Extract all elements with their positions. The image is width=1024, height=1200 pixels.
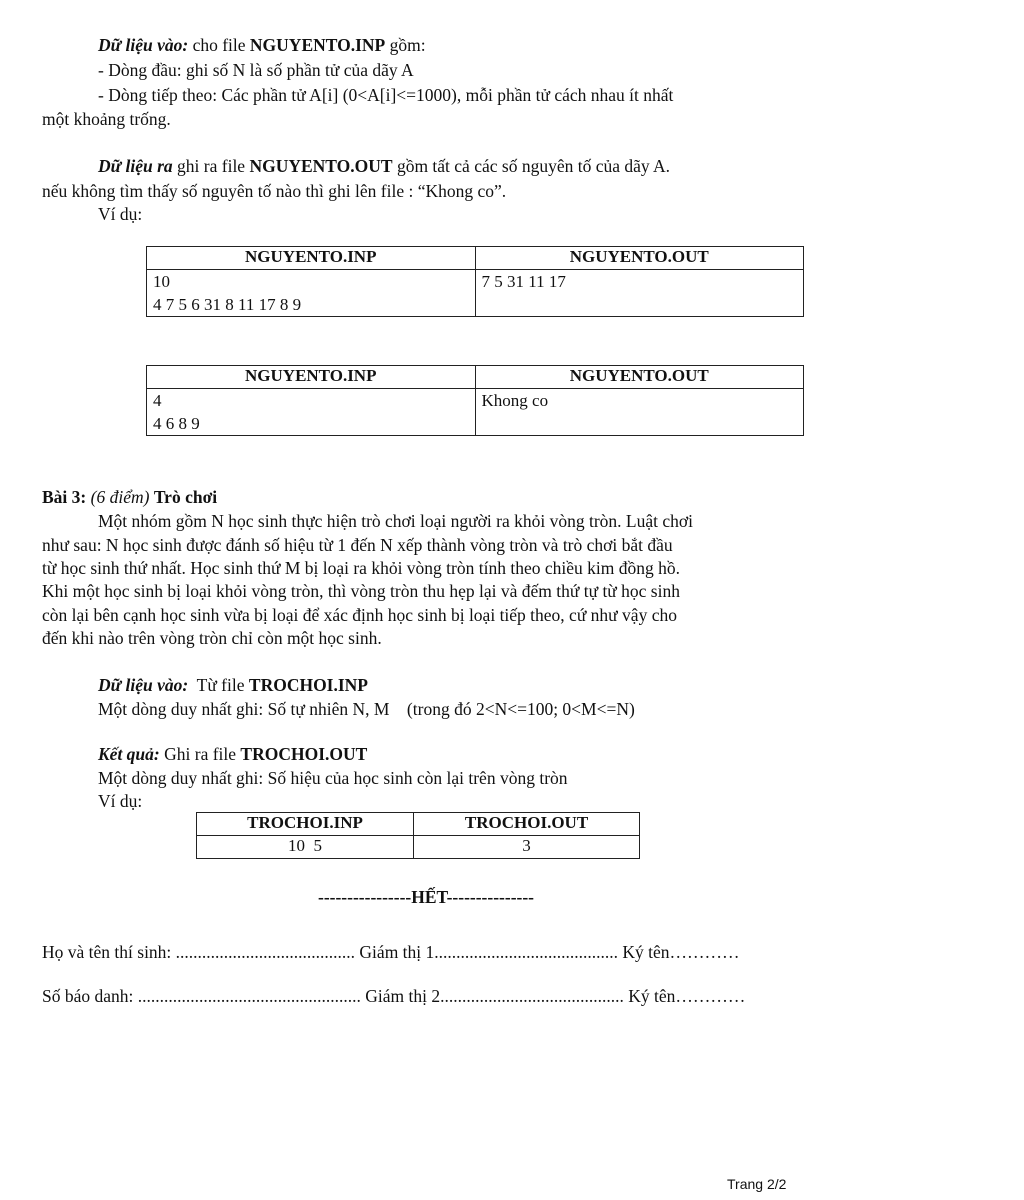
bai3-para-line-6: đến khi nào trên vòng tròn chỉ còn một học sinh. <box>42 628 382 648</box>
input-suffix: gồm: <box>385 35 426 55</box>
table2-input-line-1: 4 <box>153 391 162 410</box>
table2-input-line-2: 4 6 8 9 <box>153 414 200 433</box>
proctor-2-field: Giám thị 2.......................................... <box>360 986 624 1006</box>
bai3-para-line-3: từ học sinh thứ nhất. Học sinh thứ M bị loại ra khỏi vòng tròn tính theo chiều kim đồng hồ. <box>42 558 680 578</box>
candidate-number-field: Số báo danh: ................................................... <box>42 986 361 1006</box>
bai3-para-line-1: Một nhóm gồm N học sinh thực hiện trò chơi loại người ra khỏi vòng tròn. Luật chơi <box>98 511 693 531</box>
table2-header-out: NGUYENTO.OUT <box>475 366 804 389</box>
table3-header-out: TROCHOI.OUT <box>414 813 640 836</box>
input-label: Dữ liệu vào: <box>98 35 189 55</box>
input-line-3: một khoảng trống. <box>42 109 171 129</box>
proctor-1-field: Giám thị 1.......................................... <box>355 942 619 962</box>
bai3-heading <box>42 486 217 509</box>
signature-2-field: Ký tên………… <box>623 986 746 1006</box>
example-label-1: Ví dụ: <box>98 204 143 224</box>
input-line-2: - Dòng tiếp theo: Các phần tử A[i] (0<A[i]<=1000), mỗi phần tử cách nhau ít nhất <box>98 85 674 105</box>
example-label-bai3: Ví dụ: <box>98 791 143 811</box>
bai3-result-label: Kết quả: <box>98 744 160 764</box>
table1-input-line-1: 10 <box>153 272 170 291</box>
bai3-result-heading <box>98 743 367 766</box>
table2-header-inp: NGUYENTO.INP <box>147 366 476 389</box>
output-file-name: NGUYENTO.OUT <box>249 156 393 176</box>
table1-header-out: NGUYENTO.OUT <box>475 247 804 270</box>
bai3-points: (6 điểm) <box>90 487 150 507</box>
signature-row-2 <box>42 985 745 1008</box>
output-suffix: gồm tất cả các số nguyên tố của dãy A. <box>392 156 671 176</box>
bai3-result-text: Ghi ra file <box>159 744 241 764</box>
input-text: cho file <box>188 35 250 55</box>
bai3-para-line-4: Khi một học sinh bị loại khỏi vòng tròn, thì vòng tròn thu hẹp lại và đếm thứ tự từ học sinh <box>42 581 680 601</box>
input-line-1: - Dòng đầu: ghi số N là số phần tử của dãy A <box>98 60 414 80</box>
bai3-name: Trò chơi <box>153 487 218 507</box>
output-text: ghi ra file <box>172 156 250 176</box>
table1-output-line-1: 7 5 31 11 17 <box>481 272 566 291</box>
bai3-input-line: Một dòng duy nhất ghi: Số tự nhiên N, M (trong đó 2<N<=100; 0<M<=N) <box>98 699 635 719</box>
table1-output-cell <box>475 270 804 317</box>
bai3-input-label: Dữ liệu vào: <box>98 675 189 695</box>
table3-header-inp: TROCHOI.INP <box>197 813 414 836</box>
bai3-para-line-2: như sau: N học sinh được đánh số hiệu từ 1 đến N xếp thành vòng tròn và trò chơi bắt đầu <box>42 535 673 555</box>
output-line-2: nếu không tìm thấy số nguyên tố nào thì ghi lên file : “Khong co”. <box>42 181 507 201</box>
table3-output-cell: 3 <box>414 836 640 859</box>
bai3-input-heading <box>98 674 368 697</box>
table2-output-line-1: Khong co <box>481 391 549 410</box>
signature-1-field: Ký tên………… <box>618 942 740 962</box>
table2-input-cell <box>147 389 476 436</box>
output-label: Dữ liệu ra <box>98 156 173 176</box>
bai3-result-line: Một dòng duy nhất ghi: Số hiệu của học sinh còn lại trên vòng tròn <box>98 768 568 788</box>
table2-output-cell <box>475 389 804 436</box>
bai3-result-file: TROCHOI.OUT <box>240 744 368 764</box>
page-number: Trang 2/2 <box>727 1176 787 1192</box>
bai3-input-text: Từ file <box>188 675 249 695</box>
example-table-1 <box>146 246 804 317</box>
signature-row-1 <box>42 941 740 964</box>
table1-header-inp: NGUYENTO.INP <box>147 247 476 270</box>
input-file-name: NGUYENTO.INP <box>249 35 386 55</box>
table1-input-line-2: 4 7 5 6 31 8 11 17 8 9 <box>153 295 302 314</box>
bai3-para-line-5: còn lại bên cạnh học sinh vừa bị loại để xác định học sinh bị loại tiếp theo, cứ như vậy cho <box>42 605 677 625</box>
table3-input-cell: 10 5 <box>197 836 414 859</box>
table1-input-cell <box>147 270 476 317</box>
bai3-input-file: TROCHOI.INP <box>248 675 368 695</box>
end-mark: ----------------HẾT--------------- <box>318 887 535 907</box>
candidate-name-field: Họ và tên thí sinh: ......................................... <box>42 942 356 962</box>
output-heading-line <box>98 155 670 178</box>
example-table-3 <box>196 812 640 859</box>
example-table-2 <box>146 365 804 436</box>
input-heading-line <box>98 34 426 57</box>
bai3-title: Bài 3: <box>42 487 87 507</box>
